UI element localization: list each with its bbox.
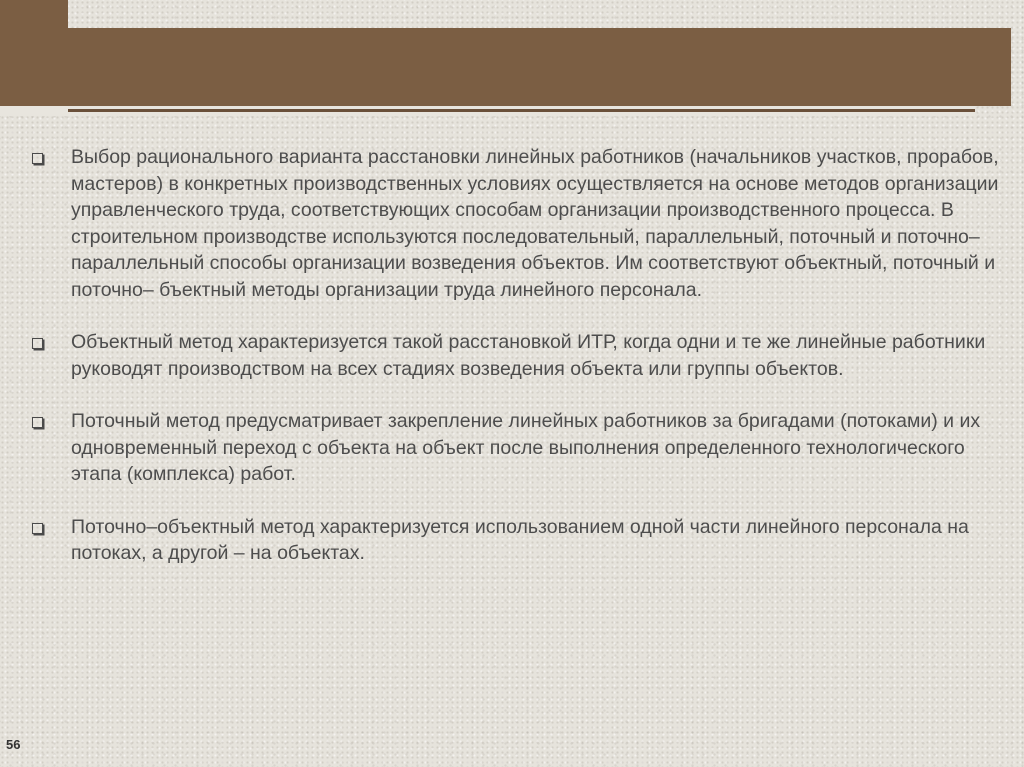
bullet-item xyxy=(30,144,1000,303)
bullet-text: Поточный метод предусматривает закрепление линейных работников за бригадами (потоками) и их одновременный переход с объекта на объект после выполнения определенного технологического этапа (комплекса) работ. xyxy=(71,410,981,485)
bullet-item xyxy=(30,408,1000,488)
title-bar xyxy=(0,28,1011,106)
square-bullet-icon xyxy=(32,417,43,428)
title-divider xyxy=(0,106,975,116)
bullet-item xyxy=(30,514,1000,567)
square-bullet-icon xyxy=(32,338,43,349)
bullet-text: Объектный метод характеризуется такой расстановкой ИТР, когда одни и те же линейные работники руководят производством на всех стадиях возведения объекта или группы объектов. xyxy=(71,331,986,380)
bullet-item xyxy=(30,329,1000,382)
bullet-text: Поточно–объектный метод характеризуется использованием одной части линейного персонала на потоках, а другой – на объектах. xyxy=(71,515,969,564)
slide-content xyxy=(30,144,1000,593)
square-bullet-icon xyxy=(32,523,43,534)
page-number: 56 xyxy=(6,737,21,752)
square-bullet-icon xyxy=(32,153,43,164)
bullet-text: Выбор рационального варианта расстановки линейных работников (начальников участков, прорабов, мастеров) в конкретных производственных условиях осуществляется на основе методов организации управленческого труда, соответствующих способам организации производственного процесса. В строительном производстве используются последовательный, параллельный, поточный и поточно–параллельный способы организации возведения объектов. Им соответствуют объектный, поточный и поточно– бъектный методы организации труда линейного персонала. xyxy=(71,146,999,301)
